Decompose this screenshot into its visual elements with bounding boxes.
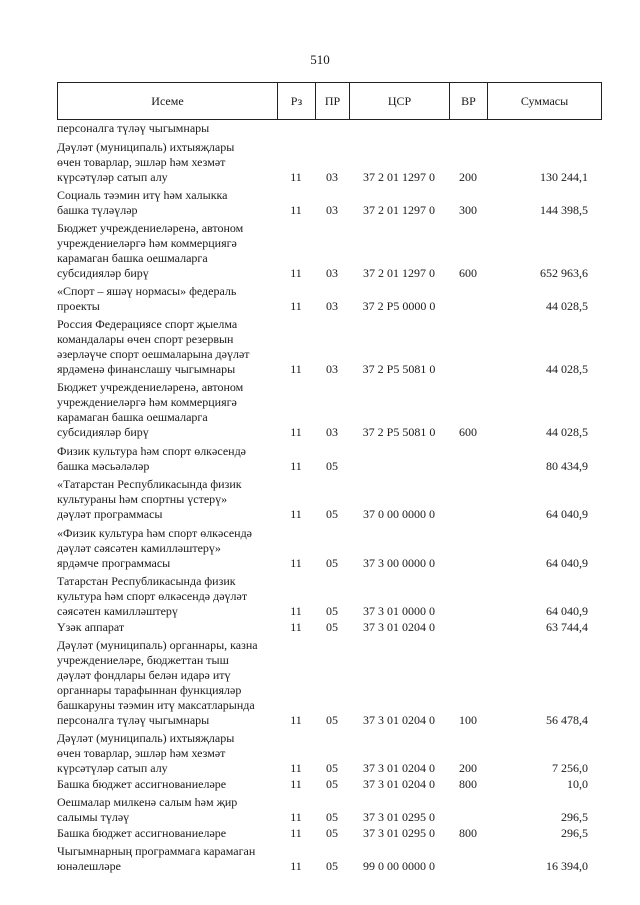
row-name: [57, 140, 277, 185]
row-sum: 7 256,0: [552, 761, 588, 775]
row-name-line: дәүләт сәясәтен камилләштерү»: [57, 541, 221, 555]
row-pr: 05: [326, 761, 338, 775]
row-name-line: Үзәк аппарат: [57, 620, 125, 634]
row-name: [57, 284, 277, 314]
row-sum: 10,0: [567, 777, 588, 791]
row-rz: 11: [290, 604, 302, 618]
row-vr: 100: [459, 713, 477, 727]
row-rz: 11: [290, 761, 302, 775]
table-row: [57, 317, 602, 377]
row-name-line: Бюджет учреждениеләренә, автоном: [57, 221, 244, 235]
row-csr: 37 2 01 1297 0: [363, 203, 435, 217]
row-name-line: «Физик культура һәм спорт өлкәсендә: [57, 526, 252, 540]
row-sum: 56 478,4: [546, 713, 588, 727]
row-vr: 600: [459, 266, 477, 280]
row-rz: 11: [290, 425, 302, 439]
table-row: [57, 777, 602, 792]
header-rz: Рз: [278, 83, 316, 119]
table-row: [57, 221, 602, 281]
row-name-line: Татарстан Республикасында физик: [57, 574, 236, 588]
row-name-line: учреждениеләргә һәм коммерциягә: [57, 236, 237, 250]
row-name-line: Физик культура һәм спорт өлкәсендә: [57, 444, 246, 458]
row-name-line: «Спорт – яшәү нормасы» федераль: [57, 284, 237, 298]
row-name-line: дәүләт фондлары белән идарә итү: [57, 668, 231, 682]
row-rz: 11: [290, 170, 302, 184]
row-name-line: персоналга түләү чыгымнары: [57, 713, 210, 727]
row-sum: 44 028,5: [546, 425, 588, 439]
row-name: [57, 221, 277, 281]
row-name-line: проекты: [57, 299, 100, 313]
row-name: [57, 731, 277, 776]
row-name: [57, 526, 277, 571]
row-pr: 03: [326, 299, 338, 313]
row-name-line: Дәүләт (муниципаль) органнары, казна: [57, 638, 258, 652]
row-name: [57, 777, 277, 792]
row-name-line: культура һәм спорт өлкәсендә дәүләт: [57, 589, 248, 603]
row-csr: 37 3 01 0000 0: [363, 604, 435, 618]
row-name-line: командалары өчен спорт резервын: [57, 332, 234, 346]
row-rz: 11: [290, 556, 302, 570]
table-row: [57, 844, 602, 874]
row-name-line: субсидияләр бирү: [57, 425, 149, 439]
row-vr: 200: [459, 761, 477, 775]
row-csr: 37 2 P5 0000 0: [362, 299, 436, 313]
table-row: [57, 795, 602, 825]
row-csr: 37 2 01 1297 0: [363, 170, 435, 184]
row-name-line: ярдәменә финанслашу чыгымнары: [57, 362, 236, 376]
row-sum: 130 244,1: [540, 170, 588, 184]
row-pr: 05: [326, 777, 338, 791]
row-pr: 03: [326, 266, 338, 280]
row-csr: 37 2 01 1297 0: [363, 266, 435, 280]
row-pr: 05: [326, 556, 338, 570]
row-name-line: дәүләт программасы: [57, 507, 163, 521]
row-vr: 300: [459, 203, 477, 217]
row-sum: 64 040,9: [546, 604, 588, 618]
table-row: [57, 826, 602, 841]
header-name: Исеме: [58, 83, 278, 119]
row-pr: 03: [326, 425, 338, 439]
row-name-line: күрсәтүләр сатып алу: [57, 761, 168, 775]
row-vr: 200: [459, 170, 477, 184]
table-row: [57, 620, 602, 635]
row-rz: 11: [290, 362, 302, 376]
row-csr: 37 3 01 0295 0: [363, 826, 435, 840]
row-name-line: персоналга түләү чыгымнары: [57, 121, 210, 135]
row-name-line: Чыгымнарның программага карамаган: [57, 844, 256, 858]
row-rz: 11: [290, 713, 302, 727]
row-name: [57, 121, 277, 136]
row-name-line: ярдәмче программасы: [57, 556, 171, 570]
row-sum: 296,5: [561, 826, 588, 840]
row-csr: 37 3 00 0000 0: [363, 556, 435, 570]
row-pr: 03: [326, 170, 338, 184]
row-pr: 05: [326, 604, 338, 618]
row-name-line: органнары тарафыннан функцияләр: [57, 683, 242, 697]
row-name: [57, 574, 277, 619]
row-name-line: Россия Федерациясе спорт җыелма: [57, 317, 238, 331]
row-sum: 64 040,9: [546, 556, 588, 570]
row-name-line: башкаруны тәэмин итү максатларында: [57, 698, 255, 712]
row-csr: 37 3 01 0204 0: [363, 777, 435, 791]
row-csr: 37 2 P5 5081 0: [362, 362, 436, 376]
header-pr: ПР: [316, 83, 350, 119]
row-name-line: культураны һәм спортны үстерү»: [57, 492, 228, 506]
row-vr: 800: [459, 826, 477, 840]
header-sum: Суммасы: [520, 93, 569, 108]
row-rz: 11: [290, 620, 302, 634]
row-rz: 11: [290, 507, 302, 521]
row-sum: 44 028,5: [546, 299, 588, 313]
table-row: [57, 574, 602, 619]
table-row: [57, 477, 602, 522]
row-csr: 99 0 00 0000 0: [363, 859, 435, 873]
row-rz: 11: [290, 299, 302, 313]
row-vr: 600: [459, 425, 477, 439]
row-name: [57, 620, 277, 635]
row-pr: 05: [326, 859, 338, 873]
row-name: [57, 844, 277, 874]
row-name-line: өчен товарлар, эшләр һәм хезмәт: [57, 746, 226, 760]
row-pr: 05: [326, 459, 338, 473]
row-name-line: салымы түләү: [57, 810, 130, 824]
table-header: [57, 82, 602, 120]
row-pr: 05: [326, 826, 338, 840]
row-name: [57, 795, 277, 825]
table-row: [57, 638, 602, 728]
row-name: [57, 826, 277, 841]
row-name: [57, 188, 277, 218]
row-sum: 296,5: [561, 810, 588, 824]
row-rz: 11: [290, 859, 302, 873]
row-name: [57, 317, 277, 377]
row-pr: 05: [326, 810, 338, 824]
row-name-line: башка түләүләр: [57, 203, 138, 217]
row-name-line: Оешмалар милкенә салым һәм җир: [57, 795, 238, 809]
row-name-line: сәясәтен камилләштерү: [57, 604, 178, 618]
row-name-line: өчен товарлар, эшләр һәм хезмәт: [57, 155, 226, 169]
row-name-line: күрсәтүләр сатып алу: [57, 170, 168, 184]
row-rz: 11: [290, 777, 302, 791]
row-name-line: карамаган башка оешмаларга: [57, 251, 208, 265]
row-name-line: әзерләүче спорт оешмаларына дәүләт: [57, 347, 250, 361]
row-rz: 11: [290, 826, 302, 840]
row-name-line: карамаган башка оешмаларга: [57, 410, 208, 424]
row-name: [57, 444, 277, 474]
row-name-line: «Татарстан Республикасында физик: [57, 477, 242, 491]
row-rz: 11: [290, 810, 302, 824]
row-name: [57, 380, 277, 440]
row-pr: 05: [326, 620, 338, 634]
row-csr: 37 3 01 0295 0: [363, 810, 435, 824]
row-name-line: Дәүләт (муниципаль) ихтыяҗлары: [57, 731, 235, 745]
row-vr: 800: [459, 777, 477, 791]
row-sum: 652 963,6: [540, 266, 588, 280]
row-name-line: учреждениеләргә һәм коммерциягә: [57, 395, 237, 409]
row-name: [57, 477, 277, 522]
row-sum: 44 028,5: [546, 362, 588, 376]
row-csr: 37 3 01 0204 0: [363, 620, 435, 634]
table-row: [57, 444, 602, 474]
row-name-line: Бюджет учреждениеләренә, автоном: [57, 380, 244, 394]
row-pr: 05: [326, 507, 338, 521]
table-row: [57, 380, 602, 440]
row-name-line: Дәүләт (муниципаль) ихтыяҗлары: [57, 140, 235, 154]
row-name-line: Башка бюджет ассигнованиеләре: [57, 777, 227, 791]
row-name-line: Башка бюджет ассигнованиеләре: [57, 826, 227, 840]
header-csr: ЦСР: [350, 83, 450, 119]
table-row: [57, 731, 602, 776]
row-name: [57, 638, 277, 728]
header-vr: ВР: [450, 83, 488, 119]
row-sum: 63 744,4: [546, 620, 588, 634]
row-csr: 37 3 01 0204 0: [363, 713, 435, 727]
table-row: [57, 284, 602, 314]
row-sum: 144 398,5: [540, 203, 588, 217]
table-row: [57, 121, 602, 136]
budget-table-body: [57, 121, 602, 874]
row-name-line: юнәлешләре: [57, 859, 121, 873]
table-row: [57, 140, 602, 185]
row-rz: 11: [290, 266, 302, 280]
row-sum: 80 434,9: [546, 459, 588, 473]
page-number: 510: [310, 52, 330, 67]
row-pr: 05: [326, 713, 338, 727]
row-name-line: учреждениеләре, бюджеттан тыш: [57, 653, 229, 667]
row-csr: 37 2 P5 5081 0: [362, 425, 436, 439]
row-rz: 11: [290, 459, 302, 473]
row-name-line: субсидияләр бирү: [57, 266, 149, 280]
row-sum: 64 040,9: [546, 507, 588, 521]
row-name-line: Социаль тәэмин итү һәм халыкка: [57, 188, 228, 202]
row-pr: 03: [326, 362, 338, 376]
row-name-line: башка мәсьәләләр: [57, 459, 150, 473]
row-csr: 37 0 00 0000 0: [363, 507, 435, 521]
row-csr: 37 3 01 0204 0: [363, 761, 435, 775]
table-row: [57, 188, 602, 218]
row-rz: 11: [290, 203, 302, 217]
row-pr: 03: [326, 203, 338, 217]
table-row: [57, 526, 602, 571]
row-sum: 16 394,0: [546, 859, 588, 873]
